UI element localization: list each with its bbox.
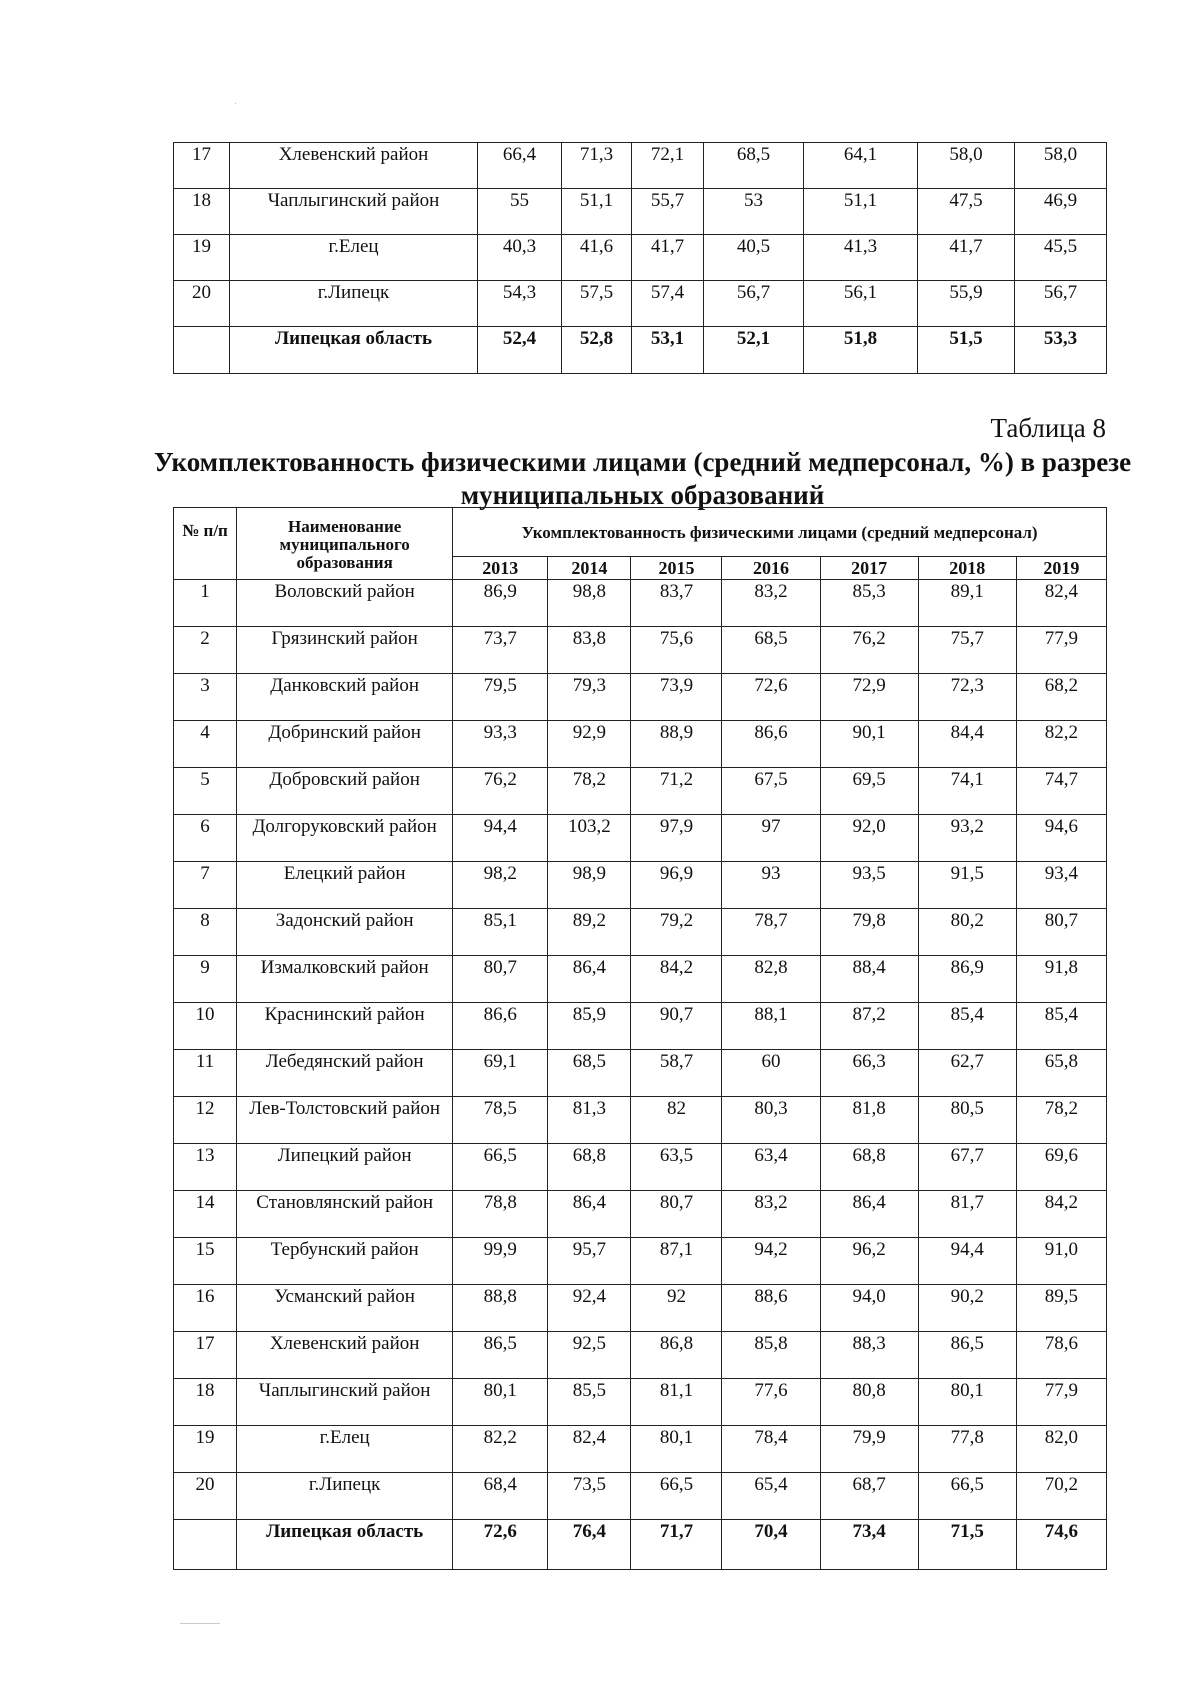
row-name: г.Липецк (230, 281, 478, 327)
total-name: Липецкая область (230, 327, 478, 374)
row-value: 80,7 (1016, 909, 1106, 956)
row-value: 72,1 (632, 143, 704, 189)
row-value: 83,8 (548, 627, 631, 674)
row-value: 68,5 (548, 1050, 631, 1097)
row-value: 66,3 (820, 1050, 918, 1097)
row-value: 91,8 (1016, 956, 1106, 1003)
row-value: 94,0 (820, 1285, 918, 1332)
row-value: 62,7 (918, 1050, 1016, 1097)
row-value: 79,8 (820, 909, 918, 956)
total-value: 52,8 (562, 327, 632, 374)
row-value: 45,5 (1015, 235, 1107, 281)
row-value: 94,6 (1016, 815, 1106, 862)
row-value: 82,4 (1016, 580, 1106, 627)
row-value: 72,9 (820, 674, 918, 721)
row-value: 86,4 (820, 1191, 918, 1238)
row-value: 88,8 (453, 1285, 548, 1332)
row-value: 93,4 (1016, 862, 1106, 909)
row-name: Грязинский район (237, 627, 453, 674)
row-value: 82,4 (548, 1426, 631, 1473)
row-number: 9 (174, 956, 237, 1003)
row-value: 69,5 (820, 768, 918, 815)
row-value: 85,3 (820, 580, 918, 627)
row-value: 86,9 (918, 956, 1016, 1003)
row-value: 79,9 (820, 1426, 918, 1473)
row-number: 7 (174, 862, 237, 909)
row-value: 81,7 (918, 1191, 1016, 1238)
row-value: 74,1 (918, 768, 1016, 815)
row-value: 67,5 (722, 768, 820, 815)
row-name: Задонский район (237, 909, 453, 956)
total-number (174, 1520, 237, 1570)
row-name: Воловский район (237, 580, 453, 627)
table-row (174, 956, 1107, 1003)
row-value: 80,8 (820, 1379, 918, 1426)
row-value: 78,2 (548, 768, 631, 815)
row-value: 41,7 (918, 235, 1015, 281)
row-number: 19 (174, 1426, 237, 1473)
total-value: 71,5 (918, 1520, 1016, 1570)
row-value: 64,1 (804, 143, 918, 189)
row-value: 89,1 (918, 580, 1016, 627)
table-row (174, 143, 1107, 189)
row-value: 55 (478, 189, 562, 235)
row-value: 80,1 (918, 1379, 1016, 1426)
row-name: Елецкий район (237, 862, 453, 909)
row-value: 98,8 (548, 580, 631, 627)
row-value: 75,7 (918, 627, 1016, 674)
row-name: Данковский район (237, 674, 453, 721)
header-num: № п/п (174, 508, 237, 580)
row-value: 66,5 (453, 1144, 548, 1191)
table-row (174, 1050, 1107, 1097)
scan-speck (180, 1623, 220, 1624)
row-value: 88,9 (631, 721, 722, 768)
table-row (174, 1238, 1107, 1285)
row-value: 68,7 (820, 1473, 918, 1520)
table-row (174, 235, 1107, 281)
total-value: 71,7 (631, 1520, 722, 1570)
row-value: 78,5 (453, 1097, 548, 1144)
row-value: 90,7 (631, 1003, 722, 1050)
row-value: 79,2 (631, 909, 722, 956)
header-year: 2013 (453, 557, 548, 580)
total-name: Липецкая область (237, 1520, 453, 1570)
row-number: 15 (174, 1238, 237, 1285)
row-value: 88,4 (820, 956, 918, 1003)
row-value: 80,5 (918, 1097, 1016, 1144)
row-number: 19 (174, 235, 230, 281)
row-value: 73,9 (631, 674, 722, 721)
table-row (174, 1097, 1107, 1144)
table-row (174, 1426, 1107, 1473)
total-value: 51,8 (804, 327, 918, 374)
table-row (174, 862, 1107, 909)
row-value: 84,2 (631, 956, 722, 1003)
total-value: 72,6 (453, 1520, 548, 1570)
row-value: 103,2 (548, 815, 631, 862)
row-value: 85,4 (918, 1003, 1016, 1050)
row-value: 97 (722, 815, 820, 862)
row-value: 68,8 (820, 1144, 918, 1191)
row-value: 68,8 (548, 1144, 631, 1191)
row-value: 94,4 (918, 1238, 1016, 1285)
row-value: 85,8 (722, 1332, 820, 1379)
header-name: Наименование муниципального образования (237, 508, 453, 580)
row-value: 87,2 (820, 1003, 918, 1050)
total-row (174, 1520, 1107, 1570)
row-value: 89,5 (1016, 1285, 1106, 1332)
row-name: Долгоруковский район (237, 815, 453, 862)
row-name: Лев-Толстовский район (237, 1097, 453, 1144)
row-number: 13 (174, 1144, 237, 1191)
table-row (174, 1473, 1107, 1520)
row-value: 74,7 (1016, 768, 1106, 815)
row-value: 88,1 (722, 1003, 820, 1050)
row-name: Чаплыгинский район (230, 189, 478, 235)
total-value: 53,1 (632, 327, 704, 374)
row-number: 20 (174, 1473, 237, 1520)
total-value: 70,4 (722, 1520, 820, 1570)
total-value: 76,4 (548, 1520, 631, 1570)
row-number: 4 (174, 721, 237, 768)
table-row (174, 189, 1107, 235)
row-value: 86,4 (548, 1191, 631, 1238)
row-name: Добровский район (237, 768, 453, 815)
header-year: 2016 (722, 557, 820, 580)
table-row (174, 768, 1107, 815)
row-value: 92 (631, 1285, 722, 1332)
row-value: 78,6 (1016, 1332, 1106, 1379)
row-value: 70,2 (1016, 1473, 1106, 1520)
row-number: 20 (174, 281, 230, 327)
row-value: 90,2 (918, 1285, 1016, 1332)
row-value: 57,5 (562, 281, 632, 327)
row-value: 90,1 (820, 721, 918, 768)
table-8-body (174, 580, 1107, 1570)
row-name: г.Елец (230, 235, 478, 281)
header-year: 2015 (631, 557, 722, 580)
row-value: 68,2 (1016, 674, 1106, 721)
row-value: 71,2 (631, 768, 722, 815)
row-name: Измалковский район (237, 956, 453, 1003)
row-value: 68,4 (453, 1473, 548, 1520)
row-value: 63,4 (722, 1144, 820, 1191)
row-value: 80,7 (453, 956, 548, 1003)
row-value: 86,5 (918, 1332, 1016, 1379)
table-row (174, 1003, 1107, 1050)
row-value: 56,7 (1015, 281, 1107, 327)
table-7-continued (173, 142, 1107, 374)
row-value: 55,9 (918, 281, 1015, 327)
row-number: 11 (174, 1050, 237, 1097)
table-7-body (174, 143, 1107, 374)
row-value: 81,8 (820, 1097, 918, 1144)
total-value: 53,3 (1015, 327, 1107, 374)
row-value: 93,2 (918, 815, 1016, 862)
row-value: 58,0 (918, 143, 1015, 189)
row-value: 96,2 (820, 1238, 918, 1285)
row-number: 18 (174, 1379, 237, 1426)
row-number: 14 (174, 1191, 237, 1238)
row-name: Становлянский район (237, 1191, 453, 1238)
row-value: 99,9 (453, 1238, 548, 1285)
row-value: 58,7 (631, 1050, 722, 1097)
row-value: 85,4 (1016, 1003, 1106, 1050)
row-value: 76,2 (453, 768, 548, 815)
row-number: 10 (174, 1003, 237, 1050)
row-value: 41,6 (562, 235, 632, 281)
row-value: 72,6 (722, 674, 820, 721)
row-value: 80,2 (918, 909, 1016, 956)
row-value: 78,2 (1016, 1097, 1106, 1144)
row-value: 79,3 (548, 674, 631, 721)
row-value: 73,7 (453, 627, 548, 674)
row-value: 55,7 (632, 189, 704, 235)
table-8 (173, 507, 1107, 1570)
row-value: 92,5 (548, 1332, 631, 1379)
header-year: 2019 (1016, 557, 1106, 580)
table-row (174, 281, 1107, 327)
table-8-header (174, 508, 1107, 580)
row-value: 93 (722, 862, 820, 909)
row-value: 82,8 (722, 956, 820, 1003)
table-row (174, 1332, 1107, 1379)
total-row (174, 327, 1107, 374)
table-row (174, 1191, 1107, 1238)
row-value: 85,5 (548, 1379, 631, 1426)
table-title: Укомплектованность физическими лицами (средний медперсонал, %) в разрезе муниципальных образований (153, 447, 1132, 510)
row-value: 93,5 (820, 862, 918, 909)
total-value: 51,5 (918, 327, 1015, 374)
table-row (174, 909, 1107, 956)
total-number (174, 327, 230, 374)
row-value: 77,9 (1016, 627, 1106, 674)
row-value: 98,2 (453, 862, 548, 909)
table-row (174, 674, 1107, 721)
header-year: 2018 (918, 557, 1016, 580)
table-row (174, 1285, 1107, 1332)
row-value: 56,7 (704, 281, 804, 327)
row-value: 81,1 (631, 1379, 722, 1426)
row-value: 41,3 (804, 235, 918, 281)
row-value: 77,6 (722, 1379, 820, 1426)
row-number: 3 (174, 674, 237, 721)
row-value: 66,5 (918, 1473, 1016, 1520)
row-name: Лебедянский район (237, 1050, 453, 1097)
row-value: 78,7 (722, 909, 820, 956)
row-value: 51,1 (804, 189, 918, 235)
row-name: Хлевенский район (237, 1332, 453, 1379)
row-value: 88,6 (722, 1285, 820, 1332)
total-value: 52,1 (704, 327, 804, 374)
row-value: 72,3 (918, 674, 1016, 721)
row-number: 6 (174, 815, 237, 862)
row-value: 80,1 (631, 1426, 722, 1473)
row-value: 85,9 (548, 1003, 631, 1050)
row-value: 96,9 (631, 862, 722, 909)
row-value: 83,7 (631, 580, 722, 627)
row-value: 94,4 (453, 815, 548, 862)
row-value: 66,4 (478, 143, 562, 189)
row-value: 82,2 (1016, 721, 1106, 768)
total-value: 73,4 (820, 1520, 918, 1570)
table-row (174, 1379, 1107, 1426)
row-value: 94,2 (722, 1238, 820, 1285)
row-value: 86,4 (548, 956, 631, 1003)
row-value: 86,8 (631, 1332, 722, 1379)
row-value: 41,7 (632, 235, 704, 281)
row-value: 60 (722, 1050, 820, 1097)
row-value: 83,2 (722, 1191, 820, 1238)
row-name: Добринский район (237, 721, 453, 768)
row-value: 81,3 (548, 1097, 631, 1144)
row-value: 54,3 (478, 281, 562, 327)
row-number: 1 (174, 580, 237, 627)
row-value: 86,5 (453, 1332, 548, 1379)
table-row (174, 580, 1107, 627)
row-value: 95,7 (548, 1238, 631, 1285)
row-value: 56,1 (804, 281, 918, 327)
table-row (174, 815, 1107, 862)
row-value: 71,3 (562, 143, 632, 189)
row-value: 84,4 (918, 721, 1016, 768)
row-value: 84,2 (1016, 1191, 1106, 1238)
row-value: 76,2 (820, 627, 918, 674)
total-value: 52,4 (478, 327, 562, 374)
row-value: 69,1 (453, 1050, 548, 1097)
row-number: 16 (174, 1285, 237, 1332)
row-value: 58,0 (1015, 143, 1107, 189)
row-value: 82 (631, 1097, 722, 1144)
row-name: г.Елец (237, 1426, 453, 1473)
row-name: Краснинский район (237, 1003, 453, 1050)
table-row (174, 1144, 1107, 1191)
row-number: 8 (174, 909, 237, 956)
row-value: 86,6 (722, 721, 820, 768)
row-value: 86,9 (453, 580, 548, 627)
scan-speck (235, 103, 236, 104)
row-number: 12 (174, 1097, 237, 1144)
row-value: 97,9 (631, 815, 722, 862)
row-value: 85,1 (453, 909, 548, 956)
row-number: 18 (174, 189, 230, 235)
row-value: 75,6 (631, 627, 722, 674)
row-name: Чаплыгинский район (237, 1379, 453, 1426)
row-value: 91,0 (1016, 1238, 1106, 1285)
row-value: 65,8 (1016, 1050, 1106, 1097)
row-value: 57,4 (632, 281, 704, 327)
header-year: 2014 (548, 557, 631, 580)
row-value: 73,5 (548, 1473, 631, 1520)
row-value: 78,8 (453, 1191, 548, 1238)
row-value: 82,2 (453, 1426, 548, 1473)
row-value: 53 (704, 189, 804, 235)
row-value: 98,9 (548, 862, 631, 909)
row-value: 80,3 (722, 1097, 820, 1144)
row-value: 91,5 (918, 862, 1016, 909)
row-value: 46,9 (1015, 189, 1107, 235)
row-number: 17 (174, 143, 230, 189)
row-value: 93,3 (453, 721, 548, 768)
row-name: Усманский район (237, 1285, 453, 1332)
row-value: 86,6 (453, 1003, 548, 1050)
table-row (174, 627, 1107, 674)
table-label: Таблица 8 (990, 413, 1106, 443)
row-value: 92,0 (820, 815, 918, 862)
row-value: 83,2 (722, 580, 820, 627)
row-value: 77,9 (1016, 1379, 1106, 1426)
row-name: Хлевенский район (230, 143, 478, 189)
row-value: 92,9 (548, 721, 631, 768)
row-value: 82,0 (1016, 1426, 1106, 1473)
row-value: 89,2 (548, 909, 631, 956)
row-value: 78,4 (722, 1426, 820, 1473)
row-value: 40,5 (704, 235, 804, 281)
row-value: 47,5 (918, 189, 1015, 235)
row-value: 68,5 (704, 143, 804, 189)
row-value: 69,6 (1016, 1144, 1106, 1191)
row-value: 40,3 (478, 235, 562, 281)
row-name: Тербунский район (237, 1238, 453, 1285)
row-value: 87,1 (631, 1238, 722, 1285)
row-value: 80,7 (631, 1191, 722, 1238)
row-number: 17 (174, 1332, 237, 1379)
row-value: 88,3 (820, 1332, 918, 1379)
row-value: 66,5 (631, 1473, 722, 1520)
row-value: 92,4 (548, 1285, 631, 1332)
total-value: 74,6 (1016, 1520, 1106, 1570)
row-number: 5 (174, 768, 237, 815)
row-value: 77,8 (918, 1426, 1016, 1473)
header-year: 2017 (820, 557, 918, 580)
row-value: 65,4 (722, 1473, 820, 1520)
row-value: 51,1 (562, 189, 632, 235)
row-name: Липецкий район (237, 1144, 453, 1191)
row-value: 68,5 (722, 627, 820, 674)
row-value: 67,7 (918, 1144, 1016, 1191)
row-value: 80,1 (453, 1379, 548, 1426)
table-row (174, 721, 1107, 768)
header-group: Укомплектованность физическими лицами (средний медперсонал) (453, 508, 1107, 557)
row-value: 79,5 (453, 674, 548, 721)
row-name: г.Липецк (237, 1473, 453, 1520)
row-number: 2 (174, 627, 237, 674)
row-value: 63,5 (631, 1144, 722, 1191)
